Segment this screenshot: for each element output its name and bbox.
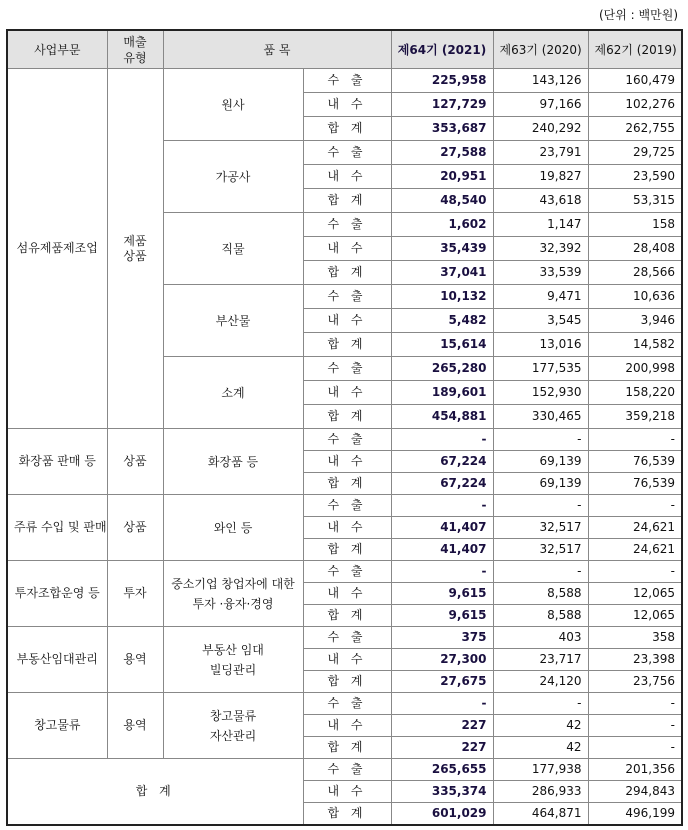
row-kind-label: 합 계 [303,803,391,826]
value-cell: 189,601 [391,381,493,405]
value-cell: 32,392 [493,237,588,261]
value-cell: 158,220 [588,381,682,405]
value-cell: - [391,495,493,517]
row-kind-label: 수 출 [303,141,391,165]
value-cell: 29,725 [588,141,682,165]
value-cell: 160,479 [588,69,682,93]
value-cell: - [493,495,588,517]
total-value-cell: 601,029 [391,803,493,826]
table-row [7,495,682,517]
value-cell: 454,881 [391,405,493,429]
sales-table [6,29,683,826]
row-kind-label: 수 출 [303,627,391,649]
value-cell: - [588,715,682,737]
total-value-cell: 201,356 [588,759,682,781]
segment-name: 창고물류 [7,693,107,759]
value-cell: 225,958 [391,69,493,93]
value-cell: 15,614 [391,333,493,357]
value-cell: 97,166 [493,93,588,117]
row-kind-label: 내 수 [303,649,391,671]
header-row [7,30,682,69]
total-value-cell: 177,938 [493,759,588,781]
value-cell: 35,439 [391,237,493,261]
table-row [7,561,682,583]
segment-name: 투자조합운영 등 [7,561,107,627]
value-cell: 23,717 [493,649,588,671]
row-kind-label: 내 수 [303,93,391,117]
row-kind-label: 수 출 [303,285,391,309]
value-cell: - [391,693,493,715]
value-cell: - [493,429,588,451]
row-kind-label: 수 출 [303,759,391,781]
value-cell: 8,588 [493,583,588,605]
value-cell: 41,407 [391,539,493,561]
value-cell: 19,827 [493,165,588,189]
sales-type: 투자 [107,561,163,627]
total-row [7,759,682,781]
total-label: 합 계 [7,759,303,826]
value-cell: 127,729 [391,93,493,117]
value-cell: 27,588 [391,141,493,165]
value-cell: - [391,429,493,451]
value-cell: 76,539 [588,473,682,495]
value-cell: 53,315 [588,189,682,213]
value-cell: 24,120 [493,671,588,693]
segment-name: 섬유제품제조업 [7,69,107,429]
row-kind-label: 수 출 [303,561,391,583]
value-cell: - [588,693,682,715]
segment-name: 부동산임대관리 [7,627,107,693]
total-value-cell: 286,933 [493,781,588,803]
row-kind-label: 내 수 [303,583,391,605]
value-cell: 33,539 [493,261,588,285]
table-row [7,693,682,715]
row-kind-label: 내 수 [303,715,391,737]
value-cell: 32,517 [493,539,588,561]
sales-type: 용역 [107,693,163,759]
row-kind-label: 내 수 [303,309,391,333]
item-name: 부산물 [163,285,303,357]
value-cell: 8,588 [493,605,588,627]
value-cell: 23,398 [588,649,682,671]
value-cell: 177,535 [493,357,588,381]
value-cell: - [588,495,682,517]
item-name: 화장품 등 [163,429,303,495]
value-cell: 265,280 [391,357,493,381]
value-cell: 9,615 [391,605,493,627]
value-cell: 41,407 [391,517,493,539]
row-kind-label: 수 출 [303,357,391,381]
sales-type: 상품 [107,495,163,561]
row-kind-label: 합 계 [303,117,391,141]
value-cell: 3,545 [493,309,588,333]
value-cell: 42 [493,715,588,737]
segment-name: 주류 수입 및 판매 [7,495,107,561]
value-cell: 23,791 [493,141,588,165]
item-name: 원사 [163,69,303,141]
value-cell: - [588,737,682,759]
row-kind-label: 내 수 [303,237,391,261]
header-item: 품 목 [163,30,391,69]
value-cell: 67,224 [391,451,493,473]
row-kind-label: 합 계 [303,189,391,213]
value-cell: 69,139 [493,473,588,495]
total-value-cell: 265,655 [391,759,493,781]
row-kind-label: 수 출 [303,69,391,93]
item-name: 부동산 임대 빌딩관리 [163,627,303,693]
value-cell: - [493,693,588,715]
total-value-cell: 496,199 [588,803,682,826]
value-cell: 27,300 [391,649,493,671]
value-cell: 76,539 [588,451,682,473]
header-segment: 사업부문 [7,30,107,69]
value-cell: 9,615 [391,583,493,605]
value-cell: 403 [493,627,588,649]
value-cell: 10,636 [588,285,682,309]
value-cell: 102,276 [588,93,682,117]
item-name: 중소기업 창업자에 대한 투자 ·융자·경영 [163,561,303,627]
value-cell: 24,621 [588,539,682,561]
row-kind-label: 합 계 [303,261,391,285]
total-value-cell: 335,374 [391,781,493,803]
total-value-cell: 464,871 [493,803,588,826]
value-cell: 359,218 [588,405,682,429]
value-cell: 13,016 [493,333,588,357]
sales-type: 상품 [107,429,163,495]
value-cell: 23,756 [588,671,682,693]
value-cell: - [391,561,493,583]
value-cell: 227 [391,737,493,759]
value-cell: - [588,429,682,451]
value-cell: 23,590 [588,165,682,189]
item-name: 와인 등 [163,495,303,561]
item-name: 직물 [163,213,303,285]
row-kind-label: 합 계 [303,605,391,627]
row-kind-label: 합 계 [303,473,391,495]
header-2019: 제62기 (2019) [588,30,682,69]
item-name: 창고물류 자산관리 [163,693,303,759]
value-cell: 1,147 [493,213,588,237]
value-cell: 27,675 [391,671,493,693]
row-kind-label: 수 출 [303,693,391,715]
header-sales-type: 매출 유형 [107,30,163,69]
row-kind-label: 내 수 [303,781,391,803]
header-2021: 제64기 (2021) [391,30,493,69]
row-kind-label: 내 수 [303,517,391,539]
value-cell: 353,687 [391,117,493,141]
row-kind-label: 합 계 [303,539,391,561]
row-kind-label: 합 계 [303,405,391,429]
item-name: 가공사 [163,141,303,213]
item-name: 소계 [163,357,303,429]
value-cell: 227 [391,715,493,737]
value-cell: 143,126 [493,69,588,93]
row-kind-label: 수 출 [303,429,391,451]
value-cell: 32,517 [493,517,588,539]
table-row [7,69,682,93]
row-kind-label: 합 계 [303,671,391,693]
value-cell: 10,132 [391,285,493,309]
value-cell: 1,602 [391,213,493,237]
value-cell: 42 [493,737,588,759]
row-kind-label: 내 수 [303,451,391,473]
table-row [7,627,682,649]
row-kind-label: 수 출 [303,495,391,517]
value-cell: 43,618 [493,189,588,213]
value-cell: 67,224 [391,473,493,495]
value-cell: 5,482 [391,309,493,333]
value-cell: 158 [588,213,682,237]
row-kind-label: 수 출 [303,213,391,237]
value-cell: 28,566 [588,261,682,285]
value-cell: 240,292 [493,117,588,141]
total-value-cell: 294,843 [588,781,682,803]
table-row [7,429,682,451]
row-kind-label: 합 계 [303,737,391,759]
value-cell: 12,065 [588,583,682,605]
value-cell: 262,755 [588,117,682,141]
segment-name: 화장품 판매 등 [7,429,107,495]
value-cell: 375 [391,627,493,649]
value-cell: 330,465 [493,405,588,429]
value-cell: 3,946 [588,309,682,333]
value-cell: 48,540 [391,189,493,213]
value-cell: 14,582 [588,333,682,357]
row-kind-label: 합 계 [303,333,391,357]
value-cell: 20,951 [391,165,493,189]
value-cell: 9,471 [493,285,588,309]
row-kind-label: 내 수 [303,165,391,189]
value-cell: 28,408 [588,237,682,261]
value-cell: 358 [588,627,682,649]
sales-type: 제품 상품 [107,69,163,429]
value-cell: 24,621 [588,517,682,539]
sales-type: 용역 [107,627,163,693]
value-cell: 12,065 [588,605,682,627]
value-cell: 152,930 [493,381,588,405]
row-kind-label: 내 수 [303,381,391,405]
value-cell: 200,998 [588,357,682,381]
value-cell: 69,139 [493,451,588,473]
value-cell: 37,041 [391,261,493,285]
header-2020: 제63기 (2020) [493,30,588,69]
unit-label: (단위 : 백만원) [599,8,678,22]
value-cell: - [493,561,588,583]
value-cell: - [588,561,682,583]
